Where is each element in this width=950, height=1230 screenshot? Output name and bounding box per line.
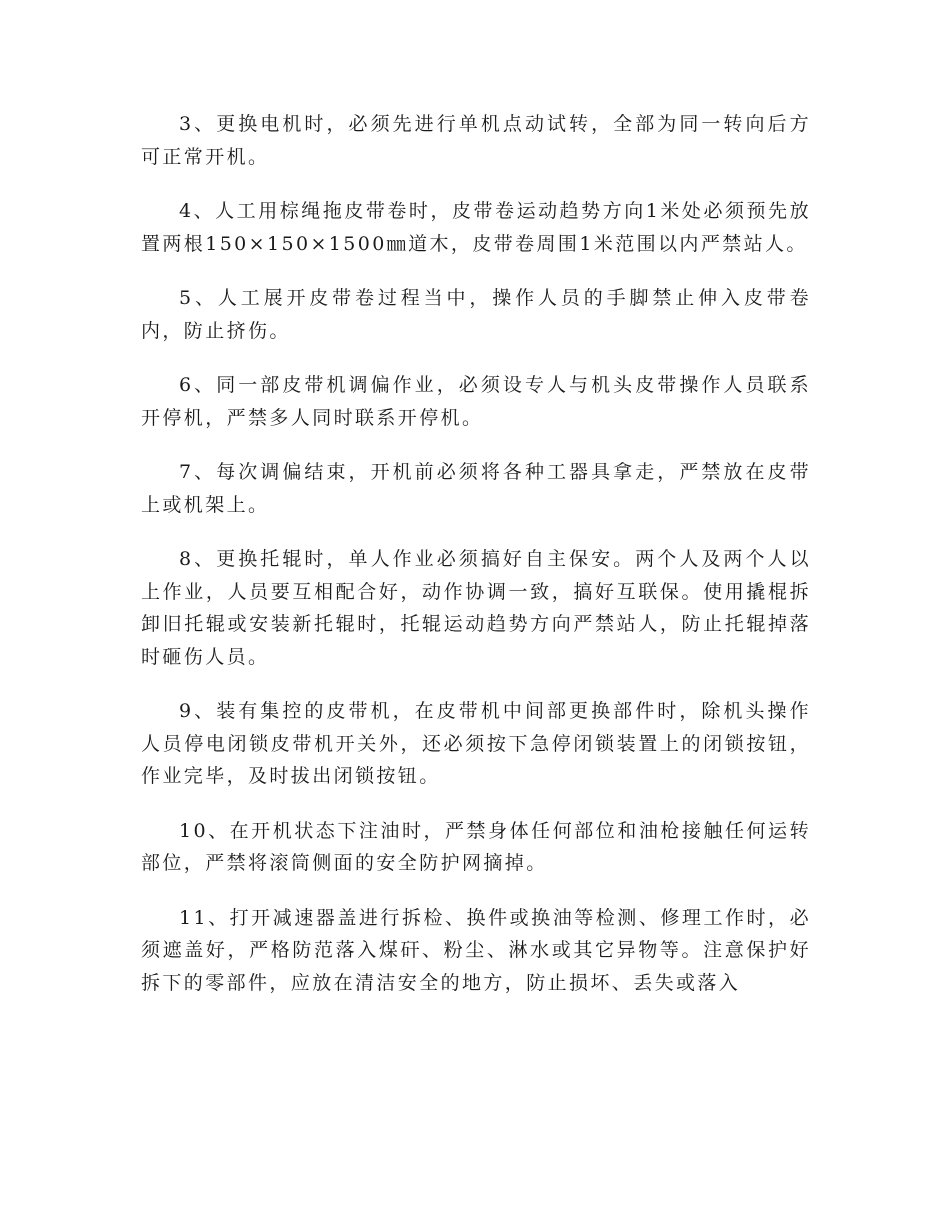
paragraph-item-5: 5、人工展开皮带卷过程当中，操作人员的手脚禁止伸入皮带卷内，防止挤伤。 xyxy=(141,287,811,342)
paragraph-item-3: 3、更换电机时，必须先进行单机点动试转，全部为同一转向后方可正常开机。 xyxy=(141,113,811,168)
paragraph-item-10: 10、在开机状态下注油时，严禁身体任何部位和油枪接触任何运转部位，严禁将滚筒侧面的安全防护网摘掉。 xyxy=(141,819,811,874)
paragraph-item-4: 4、人工用棕绳拖皮带卷时，皮带卷运动趋势方向1米处必须预先放置两根150×150×1500㎜道木，皮带卷周围1米范围以内严禁站人。 xyxy=(141,200,811,255)
paragraph-item-6: 6、同一部皮带机调偏作业，必须设专人与机头皮带操作人员联系开停机，严禁多人同时联系开停机。 xyxy=(141,374,811,429)
paragraph-item-8: 8、更换托辊时，单人作业必须搞好自主保安。两个人及两个人以上作业，人员要互相配合好，动作协调一致，搞好互联保。使用撬棍拆卸旧托辊或安装新托辊时，托辊运动趋势方向严禁站人，防止托辊掉落时砸伤人员。 xyxy=(141,548,811,668)
paragraph-item-11: 11、打开减速器盖进行拆检、换件或换油等检测、修理工作时，必须遮盖好，严格防范落入煤矸、粉尘、淋水或其它异物等。注意保护好拆下的零部件，应放在清洁安全的地方，防止损坏、丢失或落入 xyxy=(141,906,811,994)
paragraph-item-9: 9、装有集控的皮带机，在皮带机中间部更换部件时，除机头操作人员停电闭锁皮带机开关外，还必须按下急停闭锁装置上的闭锁按钮，作业完毕，及时拔出闭锁按钮。 xyxy=(141,700,811,787)
paragraph-item-7: 7、每次调偏结束，开机前必须将各种工器具拿走，严禁放在皮带上或机架上。 xyxy=(141,461,811,516)
document-page xyxy=(141,108,811,1021)
